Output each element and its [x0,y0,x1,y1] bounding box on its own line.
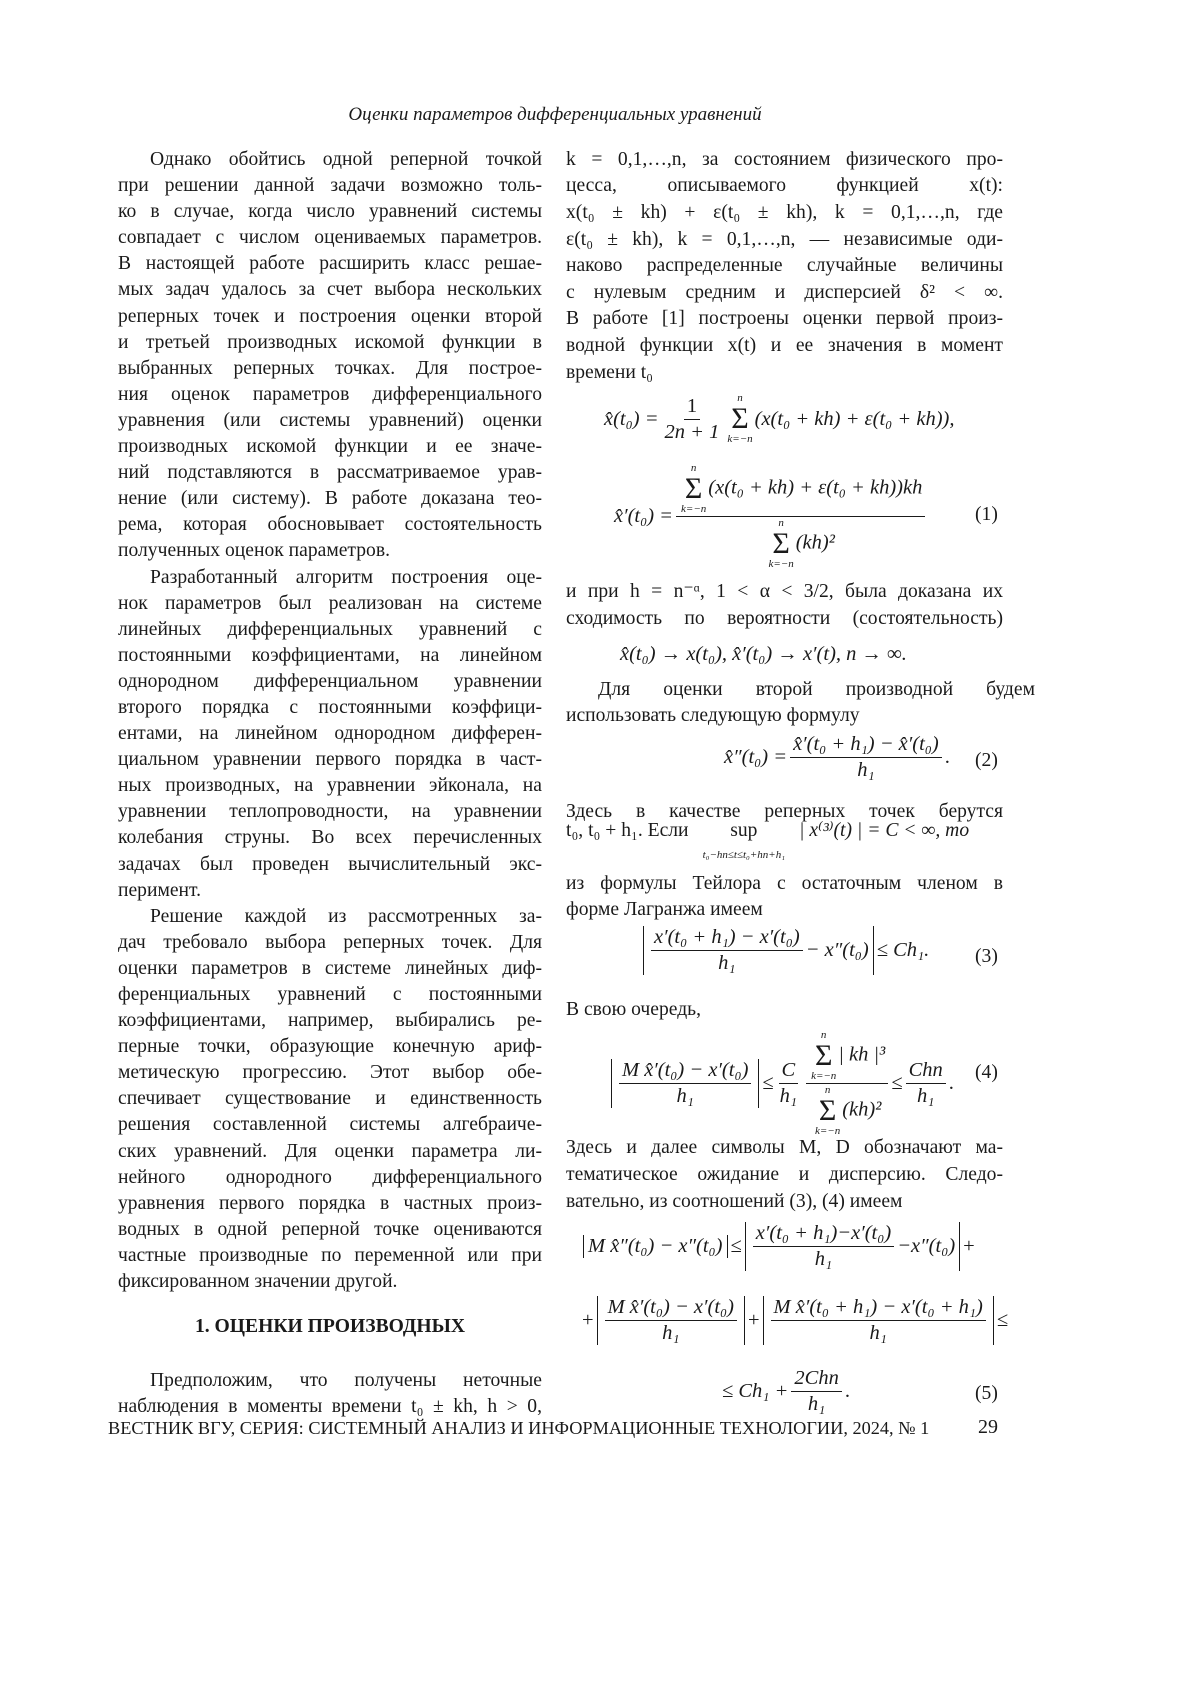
fraction [791,1367,841,1416]
text-line: однородном дифференциальном уравнении [118,669,542,695]
text-line: водных в одной реперной точке оцениваются [118,1217,542,1243]
formula-5b [582,1296,1008,1345]
text-line: и третьей производных искомой функции в [118,330,542,356]
absolute-value [597,1296,745,1345]
denominator: h₁ [805,1392,828,1416]
formula-term: . [845,1380,850,1403]
text-line: задачах был проведен вычислительный экс- [118,852,542,878]
text-line: Здесь в качестве реперных точек берутся [566,799,1003,825]
text-segment: | x⁽³⁾(t) | = C < ∞, то [799,818,969,844]
text-line: цесса, описываемого функцией x(t): [566,173,1003,199]
text-line: использовать следующую формулу [566,703,1003,729]
text-line: k = 0,1,…,n, за состоянием физического про- [566,147,1003,173]
left-column [118,147,542,1295]
sum-upper: n [778,518,784,529]
text-line: тематическое ожидание и дисперсию. Следо- [566,1162,1003,1188]
fraction [790,733,942,782]
text-line: совпадает с числом оцениваемых параметров. [118,225,542,251]
equation-number: (1) [975,504,998,526]
sum-symbol [815,1085,840,1137]
sigma: Σ [772,529,789,559]
numerator [676,463,925,517]
sum-symbol [811,1030,836,1082]
text-line: В свою очередь, [566,997,1003,1023]
text-line: коэффициентами, например, выбирались ре- [118,1008,542,1034]
text-line: колебания струны. Во всех перечисленных [118,825,542,851]
text-line: линейных дифференциальных уравнений с [118,617,542,643]
sum-lower: k=−n [769,559,794,570]
formula-term: (x(t₀ + kh) + ε(t₀ + kh))kh [708,477,922,499]
text-line: Здесь и далее символы M, D обозначают ма- [566,1135,1003,1161]
absolute-value [763,1296,994,1345]
formula-5a [580,1222,975,1271]
formula-1a [604,393,954,445]
sum-upper: n [821,1030,827,1041]
denominator: h₁ [914,1084,937,1108]
fraction [651,926,803,975]
text-line: уравнения первого порядка в частных произ- [118,1191,542,1217]
text-line: выбранных реперных точках. Для построе- [118,356,542,382]
text-line: x(t₀ ± kh) + ε(t₀ ± kh), k = 0,1,…,n, где [566,200,1003,226]
sum-lower: k=−n [727,434,752,445]
formula-term: + [582,1309,594,1332]
numerator [806,1030,888,1084]
text-line: уравнения (или системы уравнений) оценки [118,408,542,434]
fraction [777,1059,800,1108]
denominator: h₁ [867,1321,890,1345]
text-line: времени t₀ [566,360,1003,386]
text-line: перимент. [118,878,542,904]
formula-term: ≤ [762,1072,773,1095]
formula-term: + [748,1309,760,1332]
text-segment: t₀, t₀ + h₁. Если [566,818,689,844]
text-line: ний подставляются в рассматриваемое урав- [118,460,542,486]
fraction [753,1222,894,1271]
formula-5c [722,1367,850,1416]
numerator: 2Chn [791,1367,841,1392]
text-line: Разработанный алгоритм построения оце- [118,565,542,591]
sum-lower: k=−n [815,1126,840,1137]
formula-term: (kh)² [842,1099,881,1121]
formula-term: ≤ Ch₁ + [722,1380,788,1403]
numerator: x′(t₀ + h₁)−x′(t₀) [753,1222,894,1247]
text-line: оценки параметров в системе линейных диф- [118,956,542,982]
sum-upper: n [825,1085,831,1096]
text-line: с нулевым средним и дисперсией δ² < ∞. [566,280,1003,306]
text-line: частные производные по переменной или при [118,1243,542,1269]
sigma: Σ [731,404,748,434]
text-line: нение (или систему). В работе доказана тео- [118,486,542,512]
sum-symbol [681,463,706,515]
formula-term: ≤ [997,1309,1008,1332]
formula-term: x̂′(t₀) = [614,505,673,528]
text-line-sup [566,818,1003,861]
denominator: h₁ [854,758,877,782]
text-line: Для оценки второй производной будем [566,677,1035,703]
running-head [0,104,1200,126]
numerator: M x̂′(t₀) − x′(t₀) [605,1296,737,1321]
text-line: Однако обойтись одной реперной точкой [118,147,542,173]
formula-term: ≤ [731,1235,742,1258]
text-line: при решении данной задачи возможно толь- [118,173,542,199]
sup-operator [703,818,785,861]
text-line: В настоящей работе расширить класс решае- [118,251,542,277]
formula-term: x̂(t₀) = [604,408,659,431]
text-line: ференциальных уравнений с постоянными [118,982,542,1008]
numerator: x̂′(t₀ + h₁) − x̂′(t₀) [790,733,942,758]
formula-term: (kh)² [796,532,835,554]
text-line: ных производных, на уравнении эйконала, на [118,773,542,799]
equation-number: (2) [975,750,998,772]
formula-term: . [945,746,950,769]
text-line: перные точки, образующие конечную ариф- [118,1034,542,1060]
fraction [771,1296,986,1345]
absolute-value: M x̂″(t₀) − x″(t₀) [583,1235,728,1258]
text-line: второго порядка с постоянными коэффици- [118,695,542,721]
text-line: и при h = n⁻ᵅ, 1 < α < 3/2, была доказана их [566,579,1003,605]
sum-symbol [769,518,794,570]
running-head-text: Оценки параметров дифференциальных уравнений [348,104,761,125]
text-line: водной функции x(t) и ее значения в момент [566,333,1003,359]
fraction [605,1296,737,1345]
denominator [810,1084,884,1137]
numerator: x′(t₀ + h₁) − x′(t₀) [651,926,803,951]
page-number: 29 [978,1416,998,1439]
text-line: ко в случае, когда число уравнений системы [118,199,542,225]
formula-4 [608,1030,954,1137]
denominator: h₁ [659,1321,682,1345]
sigma: Σ [685,474,702,504]
text-line: наблюдения в моменты времени t₀ ± kh, h > 0, [118,1394,542,1420]
text-line: спечивает существование и единственность [118,1086,542,1112]
formula-convergence: x̂(t₀) → x(t₀), x̂′(t₀) → x′(t), n → ∞. [620,643,907,666]
text-line: Предположим, что получены неточные [118,1368,542,1394]
denominator: h₁ [674,1084,697,1108]
sigma: Σ [819,1096,836,1126]
sigma: Σ [815,1041,832,1071]
text-line: фиксированном значении другой. [118,1269,542,1295]
text-line: ния оценок параметров дифференциального [118,382,542,408]
sup-range: t₀−hn≤t≤t₀+hn+h₁ [703,850,785,861]
formula-term: | kh |³ [838,1044,885,1066]
text-line: ских уравнений. Для оценки параметра ли- [118,1139,542,1165]
formula-term: . [949,1072,954,1095]
sum-lower: k=−n [811,1071,836,1082]
denominator: h₁ [812,1247,835,1271]
formula-term: ≤ [891,1072,902,1095]
text-line: постоянными коэффициентами, на линейном [118,643,542,669]
formula-term: (x(t₀ + kh) + ε(t₀ + kh)), [755,408,955,431]
text-line: мых задач удалось за счет выбора нескольких [118,277,542,303]
fraction [676,463,925,570]
text-line: дач требовало выбора реперных точек. Для [118,930,542,956]
absolute-value [643,926,874,975]
numerator: M x̂′(t₀ + h₁) − x′(t₀ + h₁) [771,1296,986,1321]
text-line: производных искомой функции и ее значе- [118,434,542,460]
formula-term: − x″(t₀) [806,939,869,962]
denominator [764,517,838,570]
text-line: рема, которая обосновывает состоятельность [118,512,542,538]
section-heading: 1. ОЦЕНКИ ПРОИЗВОДНЫХ [118,1316,542,1338]
text-line: форме Лагранжа имеем [566,897,1003,923]
absolute-value [611,1059,759,1108]
sum-symbol [727,393,752,445]
paragraph-4 [118,1368,542,1420]
text-line: Решение каждой из рассмотренных за- [118,904,542,930]
text-line: сходимость по вероятности (состоятельность) [566,606,1003,632]
text-line: нейного однородного дифференциального [118,1165,542,1191]
fraction [662,395,723,444]
numerator: 1 [684,395,700,420]
text-line: решения составленной системы алгебраиче- [118,1112,542,1138]
formula-1b [614,463,928,570]
text-line: полученных оценок параметров. [118,538,542,564]
text-line: циальном уравнении первого порядка в част- [118,747,542,773]
fraction [619,1059,751,1108]
formula-3 [640,926,929,975]
text-line: ентами, на линейном однородном дифферен- [118,721,542,747]
text-line: В работе [1] построены оценки первой произ- [566,306,1003,332]
formula-2 [724,733,950,782]
sum-upper: n [737,393,743,404]
text-line: ε(t₀ ± kh), k = 0,1,…,n, — независимые оди- [566,227,1003,253]
formula-term: + [963,1235,975,1258]
sum-lower: k=−n [681,504,706,515]
formula-term: ≤ Ch₁. [877,939,930,962]
denominator: 2n + 1 [662,420,723,444]
sum-upper: n [691,463,697,474]
equation-number: (5) [975,1383,998,1405]
fraction [906,1059,946,1108]
numerator: Chn [906,1059,946,1084]
text-line: уравнении теплопроводности, на уравнении [118,799,542,825]
numerator: C [779,1059,799,1084]
fraction [806,1030,888,1137]
journal-footer: ВЕСТНИК ВГУ, СЕРИЯ: СИСТЕМНЫЙ АНАЛИЗ И ИНФОРМАЦИОННЫЕ ТЕХНОЛОГИИ, 2024, № 1 [108,1418,929,1439]
equation-number: (4) [975,1062,998,1084]
absolute-value [745,1222,960,1271]
sup-label: sup [730,818,757,844]
formula-term: −x″(t₀) [897,1235,955,1258]
denominator: h₁ [715,951,738,975]
formula-term: x̂″(t₀) = [724,746,787,769]
text-line: наково распределенные случайные величины [566,253,1003,279]
text-line: нок параметров был реализован на системе [118,591,542,617]
equation-number: (3) [975,946,998,968]
text-line: вательно, из соотношений (3), (4) имеем [566,1189,1003,1215]
denominator: h₁ [777,1084,800,1108]
text-line: реперных точек и построения оценки второй [118,304,542,330]
text-line: из формулы Тейлора с остаточным членом в [566,871,1003,897]
text-line: метическую прогрессию. Этот выбор обе- [118,1060,542,1086]
numerator: M x̂′(t₀) − x′(t₀) [619,1059,751,1084]
